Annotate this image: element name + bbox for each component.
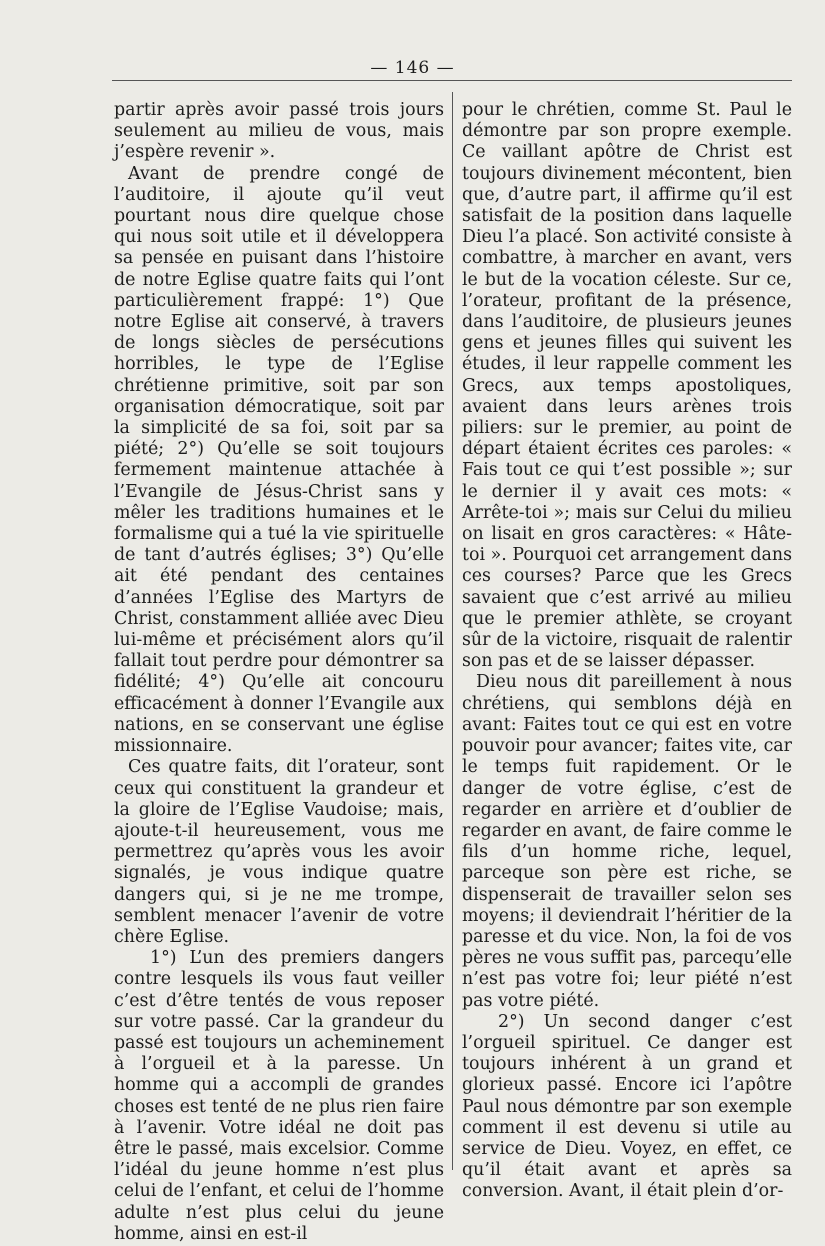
right-paragraph-2: Dieu nous dit pareillement à nous chrétiens, qui semblons déjà en avant: Faites tout ce qui est en votre pouvoir pour avancer; faites vite, car le temps fuit rapidement. Or le danger de votre église, c’est de regarder en arrière et d’oublier de regarder en avant, de faire comme le fils d’un homme riche, lequel, parceque son père est riche, se dispenserait de travailler selon ses moyens; il deviendrait l’héritier de la paresse et du vice. Non, la foi de vos pères ne vous suffit pas, parcequ’elle n’est pas votre foi; leur piété n’est pas votre piété. [462,672,792,1011]
right-column [462,100,792,1203]
left-column [114,100,444,1245]
left-paragraph-1: partir après avoir passé trois jours seulement au milieu de vous, mais j’espère revenir ». [114,100,444,163]
right-paragraph-3: 2°) Un second danger c’est l’orgueil spirituel. Ce danger est toujours inhérent à un grand et glorieux passé. Encore ici l’apôtre Paul nous démontre par son exemple comment il est devenu si utile au service de Dieu. Voyez, en effet, ce qu’il était avant et après sa conversion. Avant, il était plein d’or- [462,1011,792,1202]
left-paragraph-4: 1°) L’un des premiers dangers contre lesquels ils vous faut veiller c’est d’être tentés de vous reposer sur votre passé. Car la grandeur du passé est toujours un acheminement à l’orgueil et à la paresse. Un homme qui a accompli de grandes choses est tenté de ne plus rien faire à l’avenir. Votre idéal ne doit pas être le passé, mais excelsior. Comme l’idéal du jeune homme n’est plus celui de l’enfant, et celui de l’homme adulte n’est plus celui du jeune homme, ainsi en est-il [114,948,444,1244]
left-paragraph-3: Ces quatre faits, dit l’orateur, sont ceux qui constituent la grandeur et la gloire de l’Eglise Vaudoise; mais, ajoute-t-il heureusement, vous me permettrez qu’après vous les avoir signalés, je vous indique quatre dangers qui, si je ne me trompe, semblent menacer l’avenir de votre chère Eglise. [114,757,444,947]
right-paragraph-1: pour le chrétien, comme St. Paul le démontre par son propre exemple. Ce vaillant apôtre de Christ est toujours divinement mécontent, bien que, d’autre part, il affirme qu’il est satisfait de la position dans laquelle Dieu l’a placé. Son activité consiste à combattre, à marcher en avant, vers le but de la vocation céleste. Sur ce, l’orateur, profitant de la présence, dans l’auditoire, de plusieurs jeunes gens et jeunes filles qui suivent les études, il leur rappelle comment les Grecs, aux temps apostoliques, avaient dans leurs arènes trois piliers: sur le premier, au point de départ étaient écrites ces paroles: « Fais tout ce qui t’est possible »; sur le dernier il y avait ces mots: « Arrête-toi »; mais sur Celui du milieu on lisait en gros caractères: « Hâte-toi ». Pourquoi cet arrangement dans ces courses? Parce que les Grecs savaient que c’est arrivé au milieu que le premier athlète, se croyant sûr de la victoire, risquait de ralentir son pas et de se laisser dépasser. [462,100,792,672]
left-paragraph-2: Avant de prendre congé de l’auditoire, il ajoute qu’il veut pourtant nous dire quelque chose qui nous soit utile et il développera sa pensée en puisant dans l’histoire de notre Eglise quatre faits qui l’ont particulièrement frappé: 1°) Que notre Eglise ait conservé, à travers de longs siècles de persécutions horribles, le type de l’Eglise chrétienne primitive, soit par son organisation démocratique, soit par la simplicité de sa foi, soit par sa piété; 2°) Qu’elle se soit toujours fermement maintenue attachée à l’Evangile de Jésus-Christ sans y mêler les traditions humaines et le formalisme qui a tué la vie spirituelle de tant d’autrés églises; 3°) Qu’elle ait été pendant des centaines d’années l’Eglise des Martyrs de Christ, constamment alliée avec Dieu lui-même et précisément alors qu’il fallait tout perdre pour démontrer sa fidélité; 4°) Qu’elle ait concouru efficacément à donner l’Evangile aux nations, en se conservant une église missionnaire. [114,163,444,757]
header-rule [112,80,792,81]
page-number: — 146 — [370,58,455,78]
column-divider [452,92,453,1170]
